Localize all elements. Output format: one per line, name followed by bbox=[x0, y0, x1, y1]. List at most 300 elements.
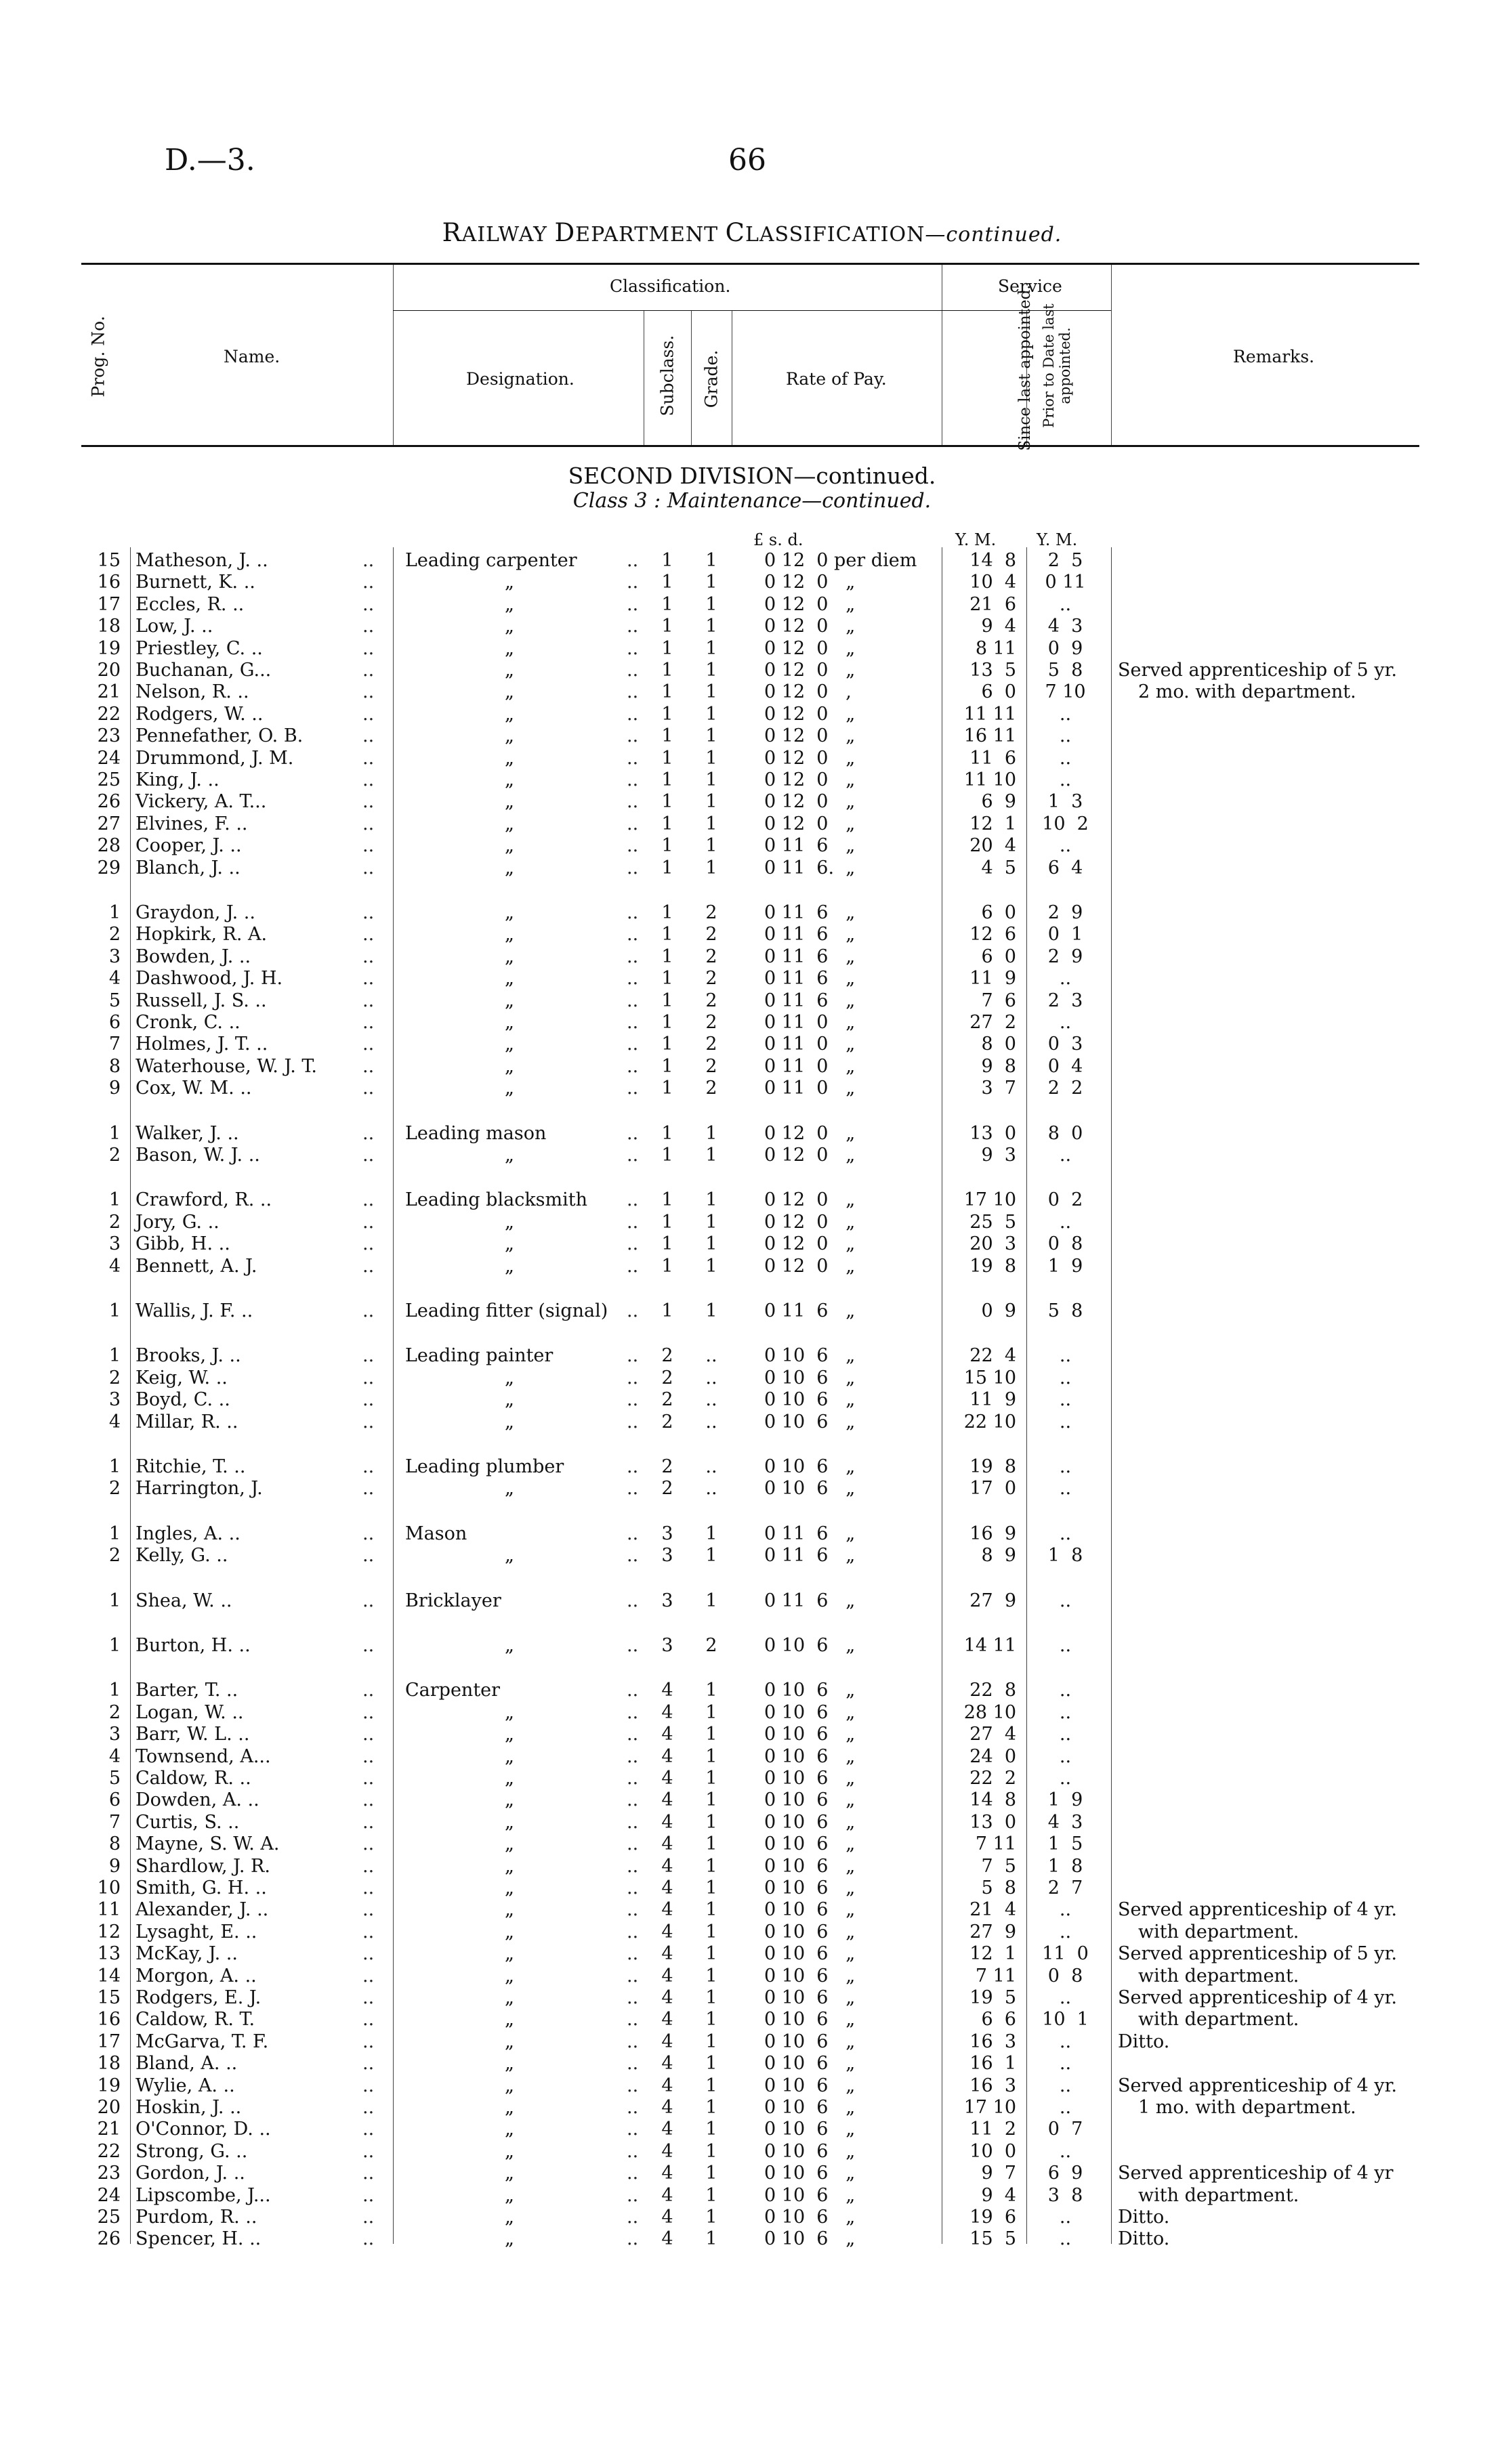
leader-dots: .. bbox=[627, 681, 639, 703]
prog-no: 9 bbox=[108, 1078, 121, 1099]
col-classification: Classification. bbox=[610, 276, 731, 296]
prog-no: 26 bbox=[97, 791, 121, 813]
remark-line: with department. bbox=[1138, 2184, 1299, 2206]
leader-dots: .. bbox=[362, 703, 375, 725]
designation: Leading carpenter bbox=[405, 550, 577, 571]
employee-name: Lipscombe, J... bbox=[135, 2184, 271, 2206]
rate-of-pay: 0 11 0 „ bbox=[764, 1078, 856, 1099]
service-since: 9 7 bbox=[981, 2163, 1016, 2184]
rate-of-pay: 0 10 6 „ bbox=[764, 1877, 856, 1898]
subclass: 4 bbox=[661, 1987, 673, 2008]
designation: „ bbox=[505, 1811, 514, 1833]
leader-dots: .. bbox=[362, 2140, 375, 2162]
prog-no: 29 bbox=[97, 857, 121, 878]
leader-dots: .. bbox=[627, 2097, 639, 2118]
grade: 1 bbox=[705, 2228, 717, 2250]
service-since: 12 6 bbox=[969, 924, 1016, 946]
rate-of-pay: 0 11 6 „ bbox=[764, 968, 856, 990]
rate-of-pay: 0 10 6 „ bbox=[764, 1965, 856, 1987]
subclass: 1 bbox=[661, 791, 673, 813]
leader-dots: .. bbox=[627, 2207, 639, 2228]
subclass: 1 bbox=[661, 1145, 673, 1166]
service-prior: .. bbox=[1059, 1701, 1072, 1723]
rate-of-pay: 0 12 0 „ bbox=[764, 637, 856, 659]
grade: 2 bbox=[705, 990, 717, 1011]
service-since: 27 2 bbox=[969, 1012, 1016, 1033]
leader-dots: .. bbox=[627, 1680, 639, 1701]
grade: 1 bbox=[705, 703, 717, 725]
subclass: 4 bbox=[661, 1724, 673, 1745]
leader-dots: .. bbox=[627, 616, 639, 637]
prog-no: 2 bbox=[108, 1145, 121, 1166]
subclass: 4 bbox=[661, 2031, 673, 2052]
remark-line: Ditto. bbox=[1118, 2207, 1170, 2228]
service-since: 16 11 bbox=[963, 725, 1016, 747]
subclass: 1 bbox=[661, 616, 673, 637]
service-prior: .. bbox=[1059, 1411, 1072, 1432]
grade: 1 bbox=[705, 813, 717, 834]
service-since: 11 9 bbox=[969, 1389, 1016, 1411]
service-prior: .. bbox=[1059, 1478, 1072, 1500]
service-since: 16 1 bbox=[969, 2053, 1016, 2075]
designation: „ bbox=[505, 747, 514, 769]
grade: 1 bbox=[705, 1701, 717, 1723]
subclass: 1 bbox=[661, 1189, 673, 1211]
prog-no: 1 bbox=[108, 1590, 121, 1611]
employee-name: Townsend, A... bbox=[135, 1745, 271, 1767]
leader-dots: .. bbox=[627, 747, 639, 769]
designation: „ bbox=[505, 902, 514, 923]
employee-name: Jory, G. .. bbox=[135, 1211, 220, 1233]
subclass: 4 bbox=[661, 1943, 673, 1965]
service-prior: .. bbox=[1059, 1635, 1072, 1656]
designation: „ bbox=[505, 1012, 514, 1033]
prog-no: 7 bbox=[108, 1811, 121, 1833]
service-prior: .. bbox=[1059, 968, 1072, 990]
subclass: 4 bbox=[661, 2097, 673, 2118]
leader-dots: .. bbox=[627, 1745, 639, 1767]
employee-name: O'Connor, D. .. bbox=[135, 2119, 271, 2140]
service-since: 20 3 bbox=[969, 1233, 1016, 1255]
service-since: 13 0 bbox=[969, 1122, 1016, 1144]
employee-name: Rodgers, E. J. bbox=[135, 1987, 262, 2008]
rate-of-pay: 0 12 0 „ bbox=[764, 1122, 856, 1144]
designation: „ bbox=[505, 1855, 514, 1877]
leader-dots: .. bbox=[362, 1255, 375, 1277]
leader-dots: .. bbox=[627, 902, 639, 923]
subclass: 1 bbox=[661, 1122, 673, 1144]
designation: „ bbox=[505, 1987, 514, 2008]
employee-name: Lysaght, E. .. bbox=[135, 1921, 257, 1942]
prog-no: 4 bbox=[108, 1255, 121, 1277]
designation: „ bbox=[505, 990, 514, 1011]
header-divider bbox=[691, 311, 692, 445]
designation: „ bbox=[505, 1055, 514, 1077]
service-since: 24 0 bbox=[969, 1745, 1016, 1767]
subclass: 1 bbox=[661, 968, 673, 990]
service-since: 7 11 bbox=[975, 1965, 1016, 1987]
leader-dots: .. bbox=[362, 1411, 375, 1432]
designation: „ bbox=[505, 2163, 514, 2184]
unit-years-months-prior: Y. M. bbox=[1037, 530, 1078, 549]
service-since: 4 5 bbox=[981, 857, 1016, 878]
rate-of-pay: 0 11 0 „ bbox=[764, 1034, 856, 1055]
leader-dots: .. bbox=[362, 637, 375, 659]
leader-dots: .. bbox=[627, 2075, 639, 2096]
prog-no: 8 bbox=[108, 1055, 121, 1077]
grade: 1 bbox=[705, 660, 717, 681]
service-prior: 2 7 bbox=[1047, 1877, 1083, 1898]
leader-dots: .. bbox=[362, 1877, 375, 1898]
prog-no: 20 bbox=[97, 660, 121, 681]
service-since: 22 4 bbox=[969, 1345, 1016, 1367]
service-prior: 1 3 bbox=[1047, 791, 1083, 813]
leader-dots: .. bbox=[627, 1389, 639, 1411]
employee-name: McGarva, T. F. bbox=[135, 2031, 269, 2052]
leader-dots: .. bbox=[362, 747, 375, 769]
prog-no: 2 bbox=[108, 1545, 121, 1567]
subclass: 1 bbox=[661, 681, 673, 703]
designation: „ bbox=[505, 1545, 514, 1567]
service-since: 7 6 bbox=[981, 990, 1016, 1011]
grade: 1 bbox=[705, 1211, 717, 1233]
leader-dots: .. bbox=[627, 2119, 639, 2140]
subclass: 3 bbox=[661, 1635, 673, 1656]
title-part-2: EPARTMENT bbox=[575, 223, 726, 247]
subclass: 3 bbox=[661, 1523, 673, 1544]
prog-no: 25 bbox=[97, 2207, 121, 2228]
subclass: 1 bbox=[661, 857, 673, 878]
employee-name: Bennett, A. J. bbox=[135, 1255, 257, 1277]
designation: „ bbox=[505, 2184, 514, 2206]
service-prior: .. bbox=[1059, 747, 1072, 769]
subclass: 4 bbox=[661, 2053, 673, 2075]
service-prior: .. bbox=[1059, 1987, 1072, 2008]
service-since: 6 9 bbox=[981, 791, 1016, 813]
title-cap-2: D bbox=[554, 218, 576, 247]
service-since: 27 4 bbox=[969, 1724, 1016, 1745]
grade: 1 bbox=[705, 1877, 717, 1898]
leader-dots: .. bbox=[627, 924, 639, 946]
remark-line: 1 mo. with department. bbox=[1138, 2097, 1356, 2118]
leader-dots: .. bbox=[362, 2053, 375, 2075]
grade: 1 bbox=[705, 835, 717, 857]
grade: 1 bbox=[705, 1233, 717, 1255]
grade: 1 bbox=[705, 1855, 717, 1877]
subclass: 4 bbox=[661, 1877, 673, 1898]
designation: „ bbox=[505, 2097, 514, 2118]
col-rate-of-pay: Rate of Pay. bbox=[786, 369, 887, 389]
service-prior: 1 8 bbox=[1047, 1545, 1083, 1567]
employee-name: Curtis, S. .. bbox=[135, 1811, 240, 1833]
rate-of-pay: 0 11 6. „ bbox=[764, 857, 856, 878]
employee-name: Shea, W. .. bbox=[135, 1590, 232, 1611]
leader-dots: .. bbox=[362, 1478, 375, 1500]
prog-no: 2 bbox=[108, 1211, 121, 1233]
service-prior: .. bbox=[1059, 1745, 1072, 1767]
service-since: 13 5 bbox=[969, 660, 1016, 681]
employee-name: Hoskin, J. .. bbox=[135, 2097, 242, 2118]
rate-of-pay: 0 10 6 „ bbox=[764, 2053, 856, 2075]
leader-dots: .. bbox=[627, 1345, 639, 1367]
employee-name: Brooks, J. .. bbox=[135, 1345, 241, 1367]
service-since: 16 3 bbox=[969, 2075, 1016, 2096]
designation: „ bbox=[505, 2119, 514, 2140]
prog-no: 25 bbox=[97, 769, 121, 790]
service-prior: 2 2 bbox=[1047, 1078, 1083, 1099]
leader-dots: .. bbox=[627, 1012, 639, 1033]
subclass: 4 bbox=[661, 1745, 673, 1767]
designation: „ bbox=[505, 1921, 514, 1942]
unit-money: £ s. d. bbox=[753, 530, 803, 549]
employee-name: Kelly, G. .. bbox=[135, 1545, 228, 1567]
service-prior: .. bbox=[1059, 1680, 1072, 1701]
leader-dots: .. bbox=[627, 1590, 639, 1611]
rate-of-pay: 0 11 6 „ bbox=[764, 902, 856, 923]
service-prior: .. bbox=[1059, 725, 1072, 747]
designation: „ bbox=[505, 1965, 514, 1987]
service-prior: .. bbox=[1059, 1899, 1072, 1921]
body-divider bbox=[1111, 547, 1112, 2244]
prog-no: 26 bbox=[97, 2228, 121, 2250]
grade: .. bbox=[705, 1367, 717, 1388]
leader-dots: .. bbox=[627, 769, 639, 790]
leader-dots: .. bbox=[362, 1189, 375, 1211]
subclass: 1 bbox=[661, 747, 673, 769]
service-prior: 6 4 bbox=[1047, 857, 1083, 878]
employee-name: Elvines, F. .. bbox=[135, 813, 248, 834]
leader-dots: .. bbox=[362, 2031, 375, 2052]
leader-dots: .. bbox=[362, 1921, 375, 1942]
designation: „ bbox=[505, 1701, 514, 1723]
grade: 1 bbox=[705, 1255, 717, 1277]
prog-no: 21 bbox=[97, 681, 121, 703]
subclass: 1 bbox=[661, 1078, 673, 1099]
employee-name: Walker, J. .. bbox=[135, 1122, 239, 1144]
subclass: 3 bbox=[661, 1590, 673, 1611]
prog-no: 19 bbox=[97, 2075, 121, 2096]
leader-dots: .. bbox=[362, 1034, 375, 1055]
employee-name: Spencer, H. .. bbox=[135, 2228, 262, 2250]
leader-dots: .. bbox=[627, 1233, 639, 1255]
service-prior: 8 0 bbox=[1047, 1122, 1083, 1144]
service-since: 19 5 bbox=[969, 1987, 1016, 2008]
rate-of-pay: 0 10 6 „ bbox=[764, 2009, 856, 2031]
prog-no: 4 bbox=[108, 968, 121, 990]
leader-dots: .. bbox=[362, 550, 375, 571]
service-since: 16 9 bbox=[969, 1523, 1016, 1544]
prog-no: 27 bbox=[97, 813, 121, 834]
grade: 1 bbox=[705, 1122, 717, 1144]
rate-of-pay: 0 10 6 „ bbox=[764, 1411, 856, 1432]
grade: 1 bbox=[705, 2184, 717, 2206]
leader-dots: .. bbox=[362, 1389, 375, 1411]
designation: „ bbox=[505, 1034, 514, 1055]
grade: .. bbox=[705, 1389, 717, 1411]
rate-of-pay: 0 10 6 „ bbox=[764, 2075, 856, 2096]
employee-name: Burton, H. .. bbox=[135, 1635, 251, 1656]
section-title: SECOND DIVISION—continued. bbox=[568, 463, 936, 489]
prog-no: 2 bbox=[108, 924, 121, 946]
leader-dots: .. bbox=[362, 725, 375, 747]
service-prior: 10 1 bbox=[1042, 2009, 1089, 2031]
rate-of-pay: 0 12 0 „ bbox=[764, 572, 856, 593]
page-reference: D.—3. bbox=[165, 143, 255, 177]
service-prior: 5 8 bbox=[1047, 660, 1083, 681]
prog-no: 15 bbox=[97, 550, 121, 571]
designation: „ bbox=[505, 1389, 514, 1411]
leader-dots: .. bbox=[362, 1899, 375, 1921]
rate-of-pay: 0 11 6 „ bbox=[764, 835, 856, 857]
designation: „ bbox=[505, 593, 514, 615]
employee-name: Vickery, A. T... bbox=[135, 791, 267, 813]
designation: „ bbox=[505, 1768, 514, 1789]
employee-name: Drummond, J. M. bbox=[135, 747, 294, 769]
designation: „ bbox=[505, 1478, 514, 1500]
employee-name: Boyd, C. .. bbox=[135, 1389, 230, 1411]
rate-of-pay: 0 10 6 „ bbox=[764, 1745, 856, 1767]
leader-dots: .. bbox=[627, 1255, 639, 1277]
service-since: 11 11 bbox=[963, 703, 1016, 725]
designation: „ bbox=[505, 2207, 514, 2228]
subclass: 3 bbox=[661, 1545, 673, 1567]
leader-dots: .. bbox=[627, 813, 639, 834]
service-prior: 0 2 bbox=[1047, 1189, 1083, 1211]
service-since: 6 0 bbox=[981, 946, 1016, 967]
subclass: 2 bbox=[661, 1456, 673, 1477]
service-prior: 0 8 bbox=[1047, 1965, 1083, 1987]
employee-name: Blanch, J. .. bbox=[135, 857, 241, 878]
grade: 1 bbox=[705, 2031, 717, 2052]
rate-of-pay: 0 11 0 „ bbox=[764, 1012, 856, 1033]
prog-no: 23 bbox=[97, 725, 121, 747]
employee-name: Matheson, J. .. bbox=[135, 550, 268, 571]
designation: „ bbox=[505, 1833, 514, 1855]
grade: 1 bbox=[705, 1590, 717, 1611]
col-service: Service bbox=[998, 276, 1062, 296]
subclass: 2 bbox=[661, 1389, 673, 1411]
prog-no: 22 bbox=[97, 2140, 121, 2162]
employee-name: Dashwood, J. H. bbox=[135, 968, 283, 990]
leader-dots: .. bbox=[362, 1545, 375, 1567]
employee-name: Barter, T. .. bbox=[135, 1680, 238, 1701]
service-prior: .. bbox=[1059, 1345, 1072, 1367]
employee-name: Morgon, A. .. bbox=[135, 1965, 257, 1987]
employee-name: Shardlow, J. R. bbox=[135, 1855, 270, 1877]
employee-name: Crawford, R. .. bbox=[135, 1189, 272, 1211]
remark-line: Served apprenticeship of 5 yr. bbox=[1118, 1943, 1398, 1965]
leader-dots: .. bbox=[362, 902, 375, 923]
prog-no: 1 bbox=[108, 1523, 121, 1544]
prog-no: 24 bbox=[97, 2184, 121, 2206]
employee-name: Gordon, J. .. bbox=[135, 2163, 245, 2184]
rate-of-pay: 0 10 6 „ bbox=[764, 1478, 856, 1500]
grade: 1 bbox=[705, 791, 717, 813]
leader-dots: .. bbox=[362, 1211, 375, 1233]
title-cap-3: C bbox=[725, 218, 745, 247]
subclass: 4 bbox=[661, 1833, 673, 1855]
leader-dots: .. bbox=[362, 1122, 375, 1144]
prog-no: 2 bbox=[108, 1367, 121, 1388]
remark-line: Served apprenticeship of 4 yr. bbox=[1118, 1987, 1398, 2008]
subclass: 4 bbox=[661, 1789, 673, 1811]
leader-dots: .. bbox=[362, 968, 375, 990]
rate-of-pay: 0 12 0 „ bbox=[764, 1233, 856, 1255]
subclass: 4 bbox=[661, 1965, 673, 1987]
rate-of-pay: 0 10 6 „ bbox=[764, 2207, 856, 2228]
subclass: 1 bbox=[661, 902, 673, 923]
leader-dots: .. bbox=[362, 572, 375, 593]
subclass: 1 bbox=[661, 1211, 673, 1233]
subclass: 2 bbox=[661, 1367, 673, 1388]
designation: „ bbox=[505, 1411, 514, 1432]
designation: Leading mason bbox=[405, 1122, 547, 1144]
grade: 1 bbox=[705, 1768, 717, 1789]
designation: „ bbox=[505, 1899, 514, 1921]
grade: 1 bbox=[705, 1300, 717, 1321]
grade: 1 bbox=[705, 681, 717, 703]
leader-dots: .. bbox=[362, 1987, 375, 2008]
designation: „ bbox=[505, 2140, 514, 2162]
designation: „ bbox=[505, 1255, 514, 1277]
rate-of-pay: 0 12 0 per diem bbox=[764, 550, 917, 571]
subclass: 1 bbox=[661, 1233, 673, 1255]
grade: 1 bbox=[705, 747, 717, 769]
title-cap-1: R bbox=[442, 218, 462, 247]
subclass: 1 bbox=[661, 769, 673, 790]
leader-dots: .. bbox=[627, 1833, 639, 1855]
employee-name: Ritchie, T. .. bbox=[135, 1456, 246, 1477]
grade: 1 bbox=[705, 616, 717, 637]
employee-name: Russell, J. S. .. bbox=[135, 990, 267, 1011]
employee-name: Nelson, R. .. bbox=[135, 681, 249, 703]
employee-name: Burnett, K. .. bbox=[135, 572, 255, 593]
service-since: 5 8 bbox=[981, 1877, 1016, 1898]
grade: 1 bbox=[705, 1789, 717, 1811]
grade: 1 bbox=[705, 550, 717, 571]
rate-of-pay: 0 12 0 „ bbox=[764, 616, 856, 637]
col-subclass: Subclass. bbox=[657, 335, 677, 417]
leader-dots: .. bbox=[362, 2119, 375, 2140]
rate-of-pay: 0 10 6 „ bbox=[764, 1921, 856, 1942]
service-prior: .. bbox=[1059, 1145, 1072, 1166]
employee-name: Cronk, C. .. bbox=[135, 1012, 241, 1033]
leader-dots: .. bbox=[627, 1367, 639, 1388]
leader-dots: .. bbox=[627, 1034, 639, 1055]
leader-dots: .. bbox=[627, 1523, 639, 1544]
service-since: 6 6 bbox=[981, 2009, 1016, 2031]
page-title bbox=[0, 218, 1504, 247]
rate-of-pay: 0 11 6 „ bbox=[764, 1545, 856, 1567]
designation: „ bbox=[505, 681, 514, 703]
prog-no: 1 bbox=[108, 1189, 121, 1211]
title-part-1: AILWAY bbox=[461, 223, 555, 247]
subclass: 1 bbox=[661, 637, 673, 659]
service-prior: 0 8 bbox=[1047, 1233, 1083, 1255]
prog-no: 1 bbox=[108, 1635, 121, 1656]
employee-name: Caldow, R. T. bbox=[135, 2009, 255, 2031]
service-since: 14 8 bbox=[969, 1789, 1016, 1811]
prog-no: 10 bbox=[97, 1877, 121, 1898]
designation: „ bbox=[505, 616, 514, 637]
leader-dots: .. bbox=[627, 572, 639, 593]
leader-dots: .. bbox=[627, 1921, 639, 1942]
col-grade: Grade. bbox=[701, 349, 722, 408]
designation: Mason bbox=[405, 1523, 467, 1544]
rate-of-pay: 0 10 6 „ bbox=[764, 1367, 856, 1388]
subclass: 2 bbox=[661, 1345, 673, 1367]
service-since: 17 10 bbox=[963, 2097, 1016, 2118]
